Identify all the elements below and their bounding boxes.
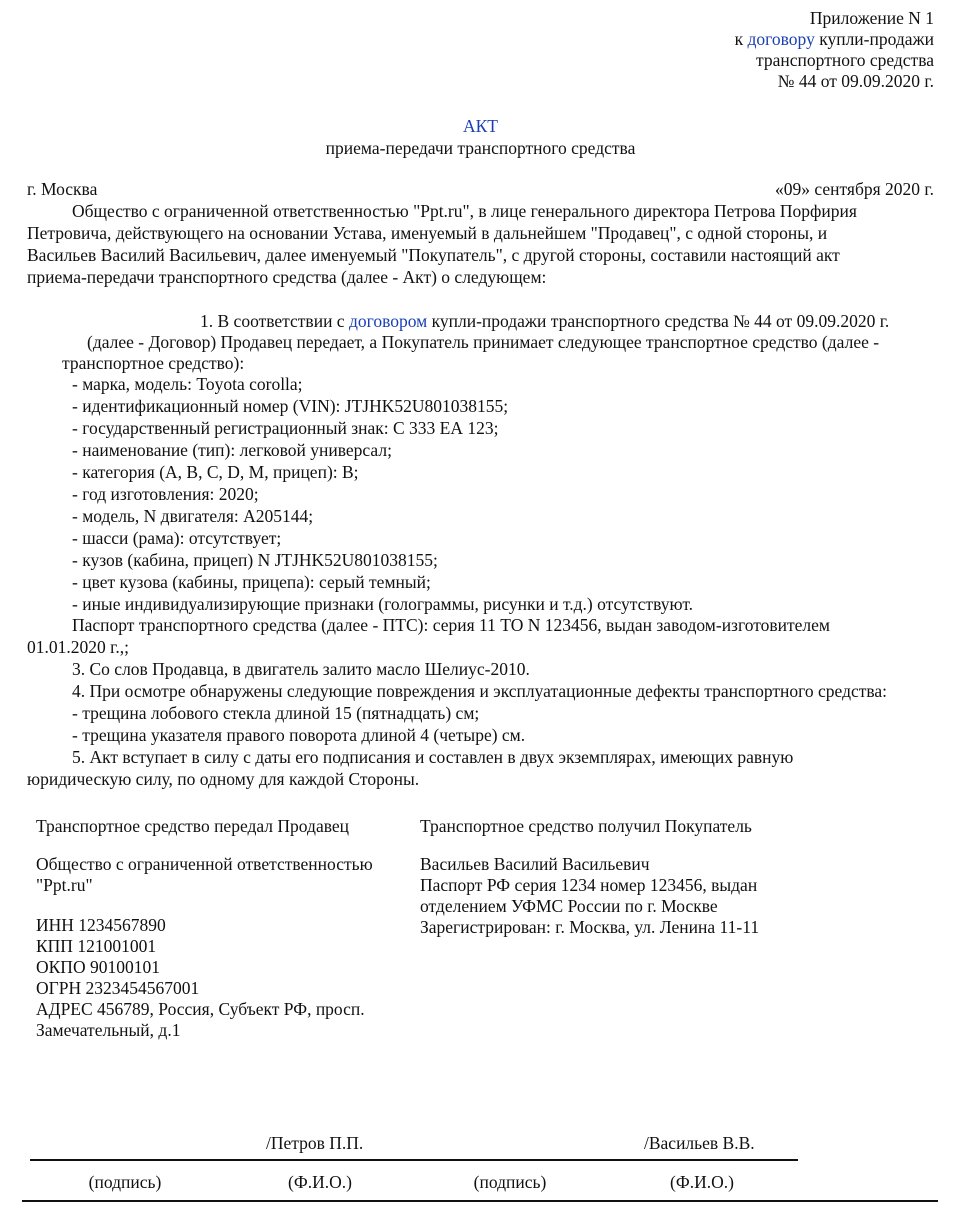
vehicle-item: - государственный регистрационный знак: С 333 ЕА 123;	[72, 418, 499, 438]
item-1-line-3: транспортное средство):	[62, 353, 245, 373]
defect-item: - трещина указателя правого поворота длиной 4 (четыре) см.	[72, 725, 526, 745]
buyer-sign-label: (подпись)	[473, 1172, 547, 1192]
seller-name-line-2: "Ppt.ru"	[36, 875, 93, 895]
item-3: 3. Со слов Продавца, в двигатель залито масло Шелиус-2010.	[72, 659, 530, 679]
buyer-name: Васильев Василий Васильевич	[420, 854, 650, 874]
item-1-suffix: купли-продажи транспортного средства № 44 от 09.09.2020 г.	[427, 311, 890, 331]
seller-name-line-1: Общество с ограниченной ответственностью	[36, 854, 373, 874]
buyer-passport-line-1: Паспорт РФ серия 1234 номер 123456, выдан	[420, 875, 758, 895]
vehicle-item: - наименование (тип): легковой универсал;	[72, 440, 392, 460]
item-1-prefix: 1. В соответствии с	[200, 311, 349, 331]
seller-ogrn: ОГРН 2323454567001	[36, 978, 200, 998]
appendix-prefix: к	[734, 29, 748, 49]
vehicle-item: - цвет кузова (кабины, прицепа): серый темный;	[72, 572, 431, 592]
bottom-border-line	[22, 1200, 938, 1202]
buyer-heading: Транспортное средство получил Покупатель	[420, 816, 752, 836]
pts-line-2: 01.01.2020 г.,;	[27, 637, 129, 657]
vehicle-item: - кузов (кабина, прицеп) N JTJHK52U801038155;	[72, 550, 438, 570]
vehicle-item: - иные индивидуализирующие признаки (голограммы, рисунки и т.д.) отсутствуют.	[72, 594, 694, 614]
item-1-line-1	[200, 311, 889, 332]
defect-item: - трещина лобового стекла длиной 15 (пятнадцать) см;	[72, 703, 480, 723]
intro-line-1: Общество с ограниченной ответственностью "Ppt.ru", в лице генерального директора Петрова Порфирия	[72, 201, 857, 221]
vehicle-item: - категория (A, B, C, D, M, прицеп): B;	[72, 462, 359, 482]
intro-line-2: Петровича, действующего на основании Устава, именуемый в дальнейшем "Продавец", с одной стороны, и	[27, 223, 828, 243]
vehicle-item: - год изготовления: 2020;	[72, 484, 259, 504]
vehicle-item: - идентификационный номер (VIN): JTJHK52U801038155;	[72, 396, 509, 416]
seller-address-line-2: Замечательный, д.1	[36, 1020, 181, 1040]
pts-line-1: Паспорт транспортного средства (далее - ПТС): серия 11 ТО N 123456, выдан заводом-изготовителем	[72, 615, 831, 635]
act-date: «09» сентября 2020 г.	[775, 179, 934, 199]
buyer-fio-label: (Ф.И.О.)	[670, 1172, 734, 1192]
contract-link[interactable]: договору	[747, 29, 815, 49]
item-1-line-2: (далее - Договор) Продавец передает, а Покупатель принимает следующее транспортное средство (далее -	[87, 332, 880, 352]
seller-address-line-1: АДРЕС 456789, Россия, Субъект РФ, просп.	[36, 999, 365, 1019]
document-title: АКТ	[463, 116, 498, 136]
buyer-registered: Зарегистрирован: г. Москва, ул. Ленина 11-11	[420, 917, 760, 937]
appendix-line-1: Приложение N 1	[809, 8, 934, 28]
item-5-line-1: 5. Акт вступает в силу с даты его подписания и составлен в двух экземплярах, имеющих равную	[72, 747, 794, 767]
contract-link-2[interactable]: договором	[348, 311, 428, 331]
signature-line	[30, 1159, 798, 1161]
vehicle-item: - шасси (рама): отсутствует;	[72, 528, 282, 548]
intro-line-3: Васильев Василий Васильевич, далее именуемый "Покупатель", с другой стороны, составили настоящий акт	[27, 245, 840, 265]
appendix-suffix: купли-продажи	[814, 29, 934, 49]
seller-kpp: КПП 121001001	[36, 936, 157, 956]
item-5-line-2: юридическую силу, по одному для каждой Стороны.	[27, 769, 420, 789]
appendix-line-2	[735, 29, 934, 50]
appendix-line-4: № 44 от 09.09.2020 г.	[777, 71, 934, 91]
seller-okpo: ОКПО 90100101	[36, 957, 160, 977]
seller-sign-label: (подпись)	[88, 1172, 162, 1192]
seller-heading: Транспортное средство передал Продавец	[36, 816, 350, 836]
seller-signature-name: /Петров П.П.	[266, 1133, 364, 1153]
document-subtitle: приема-передачи транспортного средства	[325, 138, 636, 158]
intro-line-4: приема-передачи транспортного средства (далее - Акт) о следующем:	[27, 267, 547, 287]
seller-fio-label: (Ф.И.О.)	[288, 1172, 352, 1192]
appendix-line-3: транспортного средства	[756, 50, 934, 70]
item-4: 4. При осмотре обнаружены следующие повреждения и эксплуатационные дефекты транспортного средства:	[72, 681, 888, 701]
buyer-passport-line-2: отделением УФМС России по г. Москве	[420, 896, 718, 916]
city: г. Москва	[27, 179, 98, 199]
vehicle-item: - марка, модель: Toyota corolla;	[72, 374, 303, 394]
seller-inn: ИНН 1234567890	[36, 915, 166, 935]
buyer-signature-name: /Васильев В.В.	[644, 1133, 755, 1153]
vehicle-item: - модель, N двигателя: A205144;	[72, 506, 314, 526]
